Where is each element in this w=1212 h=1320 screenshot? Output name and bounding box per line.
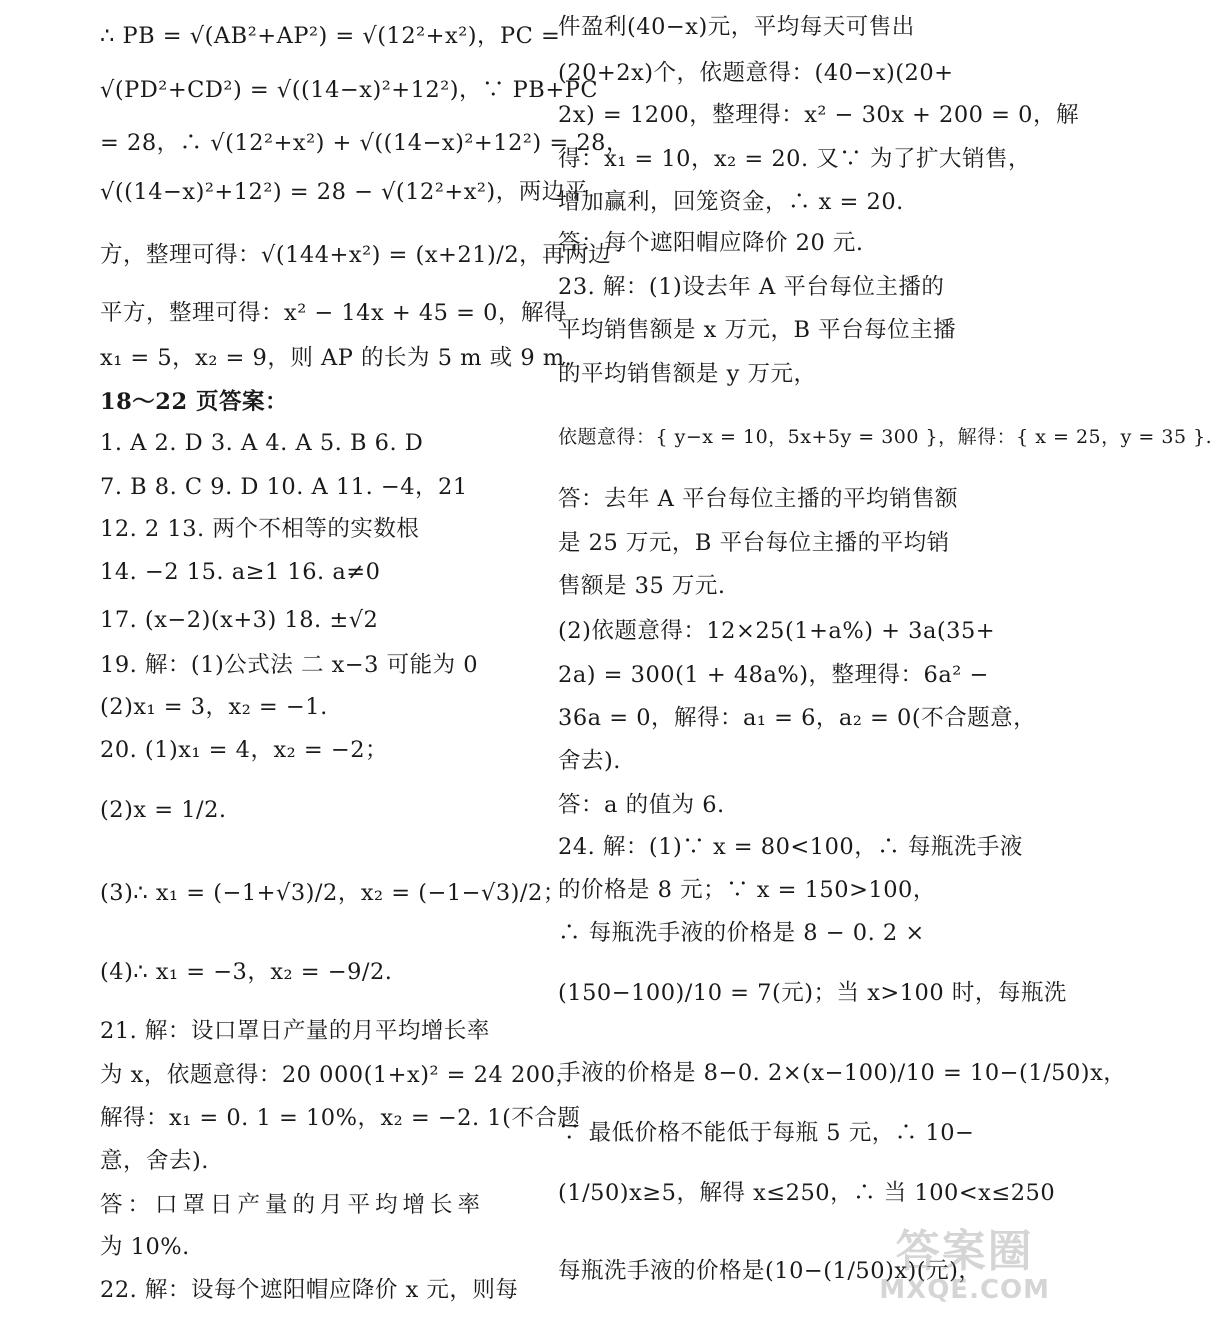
text-line: 20. (1)x₁ = 4，x₂ = −2； bbox=[100, 737, 389, 763]
text-line: (150−100)/10 = 7(元)；当 x>100 时，每瓶洗 bbox=[558, 980, 1067, 1006]
text-line: 7. B 8. C 9. D 10. A 11. −4，21 bbox=[100, 474, 468, 500]
text-line: 增加赢利，回笼资金，∴ x = 20. bbox=[558, 189, 904, 215]
text-line: 19. 解：(1)公式法 二 x−3 可能为 0 bbox=[100, 652, 479, 678]
text-line: 是 25 万元，B 平台每位主播的平均销 bbox=[558, 530, 950, 556]
text-line: 答：去年 A 平台每位主播的平均销售额 bbox=[558, 486, 959, 512]
text-line: 24. 解：(1)∵ x = 80<100，∴ 每瓶洗手液 bbox=[558, 834, 1023, 860]
text-line: 2x) = 1200，整理得：x² − 30x + 200 = 0，解 bbox=[558, 102, 1079, 128]
text-line: 为 x，依题意得：20 000(1+x)² = 24 200， bbox=[100, 1062, 579, 1088]
text-line: 方，整理可得：√(144+x²) = (x+21)/2，再两边 bbox=[100, 242, 612, 268]
text-line: (4)∴ x₁ = −3，x₂ = −9/2. bbox=[100, 959, 393, 985]
text-line: 平均销售额是 x 万元，B 平台每位主播 bbox=[558, 317, 957, 343]
text-line: 解得：x₁ = 0. 1 = 10%，x₂ = −2. 1(不合题 bbox=[100, 1105, 581, 1131]
text-line: 36a = 0，解得：a₁ = 6，a₂ = 0(不合题意， bbox=[558, 705, 1037, 731]
text-line: (1/50)x≥5，解得 x≤250，∴ 当 100<x≤250 bbox=[558, 1180, 1056, 1206]
text-line: 平方，整理可得：x² − 14x + 45 = 0，解得 bbox=[100, 300, 567, 326]
equation-system: 依题意得：{ y−x = 10，5x+5y = 300 }，解得：{ x = 25，y = 35 }. bbox=[558, 426, 1212, 448]
text-line: (2)x₁ = 3，x₂ = −1. bbox=[100, 694, 328, 720]
text-line: √((14−x)²+12²) = 28 − √(12²+x²)，两边平 bbox=[100, 179, 588, 205]
watermark-logo: 答案圈 bbox=[895, 1226, 1034, 1277]
text-line: (3)∴ x₁ = (−1+√3)/2，x₂ = (−1−√3)/2； bbox=[100, 880, 566, 906]
text-line: 每瓶洗手液的价格是(10−(1/50)x)(元)， bbox=[558, 1258, 982, 1284]
text-line: 21. 解：设口罩日产量的月平均增长率 bbox=[100, 1018, 490, 1044]
text-line: ∵ 最低价格不能低于每瓶 5 元，∴ 10− bbox=[558, 1120, 975, 1146]
text-line: 售额是 35 万元. bbox=[558, 573, 726, 599]
text-line: √(PD²+CD²) = √((14−x)²+12²)，∵ PB+PC bbox=[100, 77, 599, 103]
text-line: 答：每个遮阳帽应降价 20 元. bbox=[558, 230, 864, 256]
section-heading: 18～22 页答案： bbox=[100, 389, 288, 415]
text-line: 14. −2 15. a≥1 16. a≠0 bbox=[100, 559, 381, 585]
watermark-url: MXQE.COM bbox=[879, 1275, 1050, 1305]
text-line: x₁ = 5，x₂ = 9，则 AP 的长为 5 m 或 9 m. bbox=[100, 345, 573, 371]
text-line: 12. 2 13. 两个不相等的实数根 bbox=[100, 516, 420, 542]
watermark bbox=[879, 1228, 1050, 1304]
text-line: ∴ PB = √(AB²+AP²) = √(12²+x²)，PC = bbox=[100, 23, 561, 49]
text-line: 的平均销售额是 y 万元， bbox=[558, 361, 817, 387]
text-line: 件盈利(40−x)元，平均每天可售出 bbox=[558, 14, 915, 40]
text-line: 17. (x−2)(x+3) 18. ±√2 bbox=[100, 607, 379, 633]
text-line: (2)依题意得：12×25(1+a%) + 3a(35+ bbox=[558, 618, 996, 644]
text-line: 答：口罩日产量的月平均增长率 bbox=[100, 1192, 486, 1218]
text-line: = 28，∴ √(12²+x²) + √((14−x)²+12²) = 28， bbox=[100, 130, 629, 156]
text-line: 手液的价格是 8−0. 2×(x−100)/10 = 10−(1/50)x， bbox=[558, 1060, 1127, 1086]
text-line: 23. 解：(1)设去年 A 平台每位主播的 bbox=[558, 274, 945, 300]
text-line: ∴ 每瓶洗手液的价格是 8 − 0. 2 × bbox=[558, 920, 925, 946]
text-line: 答：a 的值为 6. bbox=[558, 792, 725, 818]
text-line: 意，舍去). bbox=[100, 1148, 209, 1174]
text-line: 得：x₁ = 10，x₂ = 20. 又∵ 为了扩大销售， bbox=[558, 146, 1031, 172]
text-line: (20+2x)个，依题意得：(40−x)(20+ bbox=[558, 60, 954, 86]
text-line: (2)x = 1/2. bbox=[100, 797, 227, 823]
text-line: 舍去). bbox=[558, 748, 621, 774]
text-line: 2a) = 300(1 + 48a%)，整理得：6a² − bbox=[558, 662, 989, 688]
text-line: 的价格是 8 元；∵ x = 150>100， bbox=[558, 877, 936, 903]
text-line: 1. A 2. D 3. A 4. A 5. B 6. D bbox=[100, 430, 424, 456]
text-line: 为 10%. bbox=[100, 1234, 190, 1260]
text-line: 22. 解：设每个遮阳帽应降价 x 元，则每 bbox=[100, 1277, 519, 1303]
